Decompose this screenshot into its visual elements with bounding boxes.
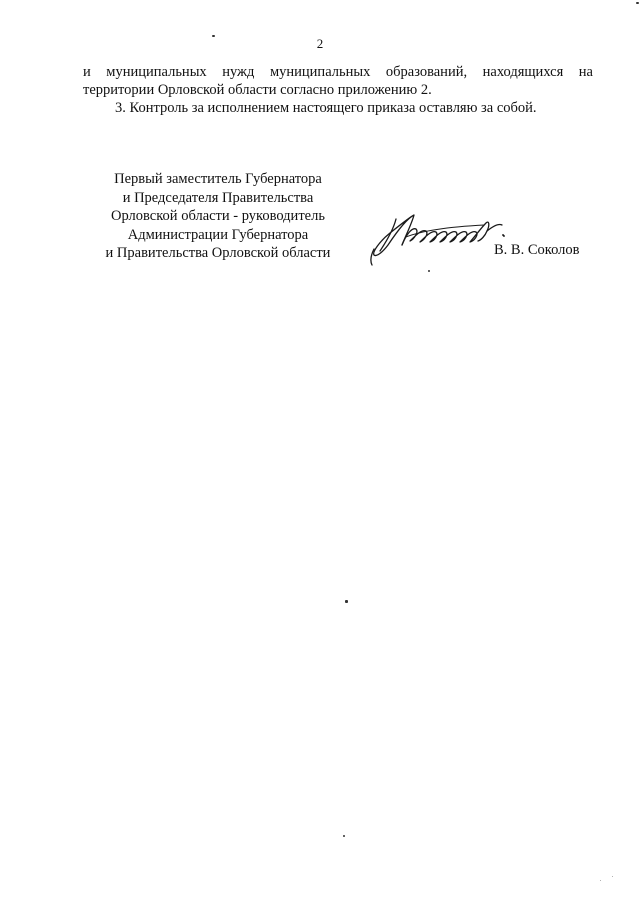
handwritten-signature (366, 205, 516, 270)
scan-speck (636, 2, 639, 4)
scan-speck (612, 876, 613, 877)
position-line: Орловской области - руководитель (111, 208, 325, 224)
scan-speck (345, 600, 348, 603)
scan-speck (428, 270, 430, 272)
position-line: Администрации Губернатора (127, 226, 309, 243)
paragraph-line: территории Орловской области согласно приложению 2. (83, 82, 432, 98)
position-line: и Председателя Правительства (122, 189, 314, 206)
paragraph-continuation (83, 63, 593, 99)
page-number: 2 (316, 36, 324, 51)
position-line: Первый заместитель Губернатора (114, 171, 322, 187)
position-line: и Правительства Орловской области (105, 245, 331, 261)
paragraph-line: и муниципальных нужд муниципальных образований, находящихся на (83, 64, 593, 80)
signatory-name: В. В. Соколов (494, 242, 580, 258)
signatory-position (88, 170, 348, 263)
scan-speck (343, 835, 345, 837)
scan-speck (600, 880, 601, 881)
scan-speck (212, 35, 215, 37)
paragraph-control-clause: 3. Контроль за исполнением настоящего приказа оставляю за собой. (115, 100, 537, 116)
